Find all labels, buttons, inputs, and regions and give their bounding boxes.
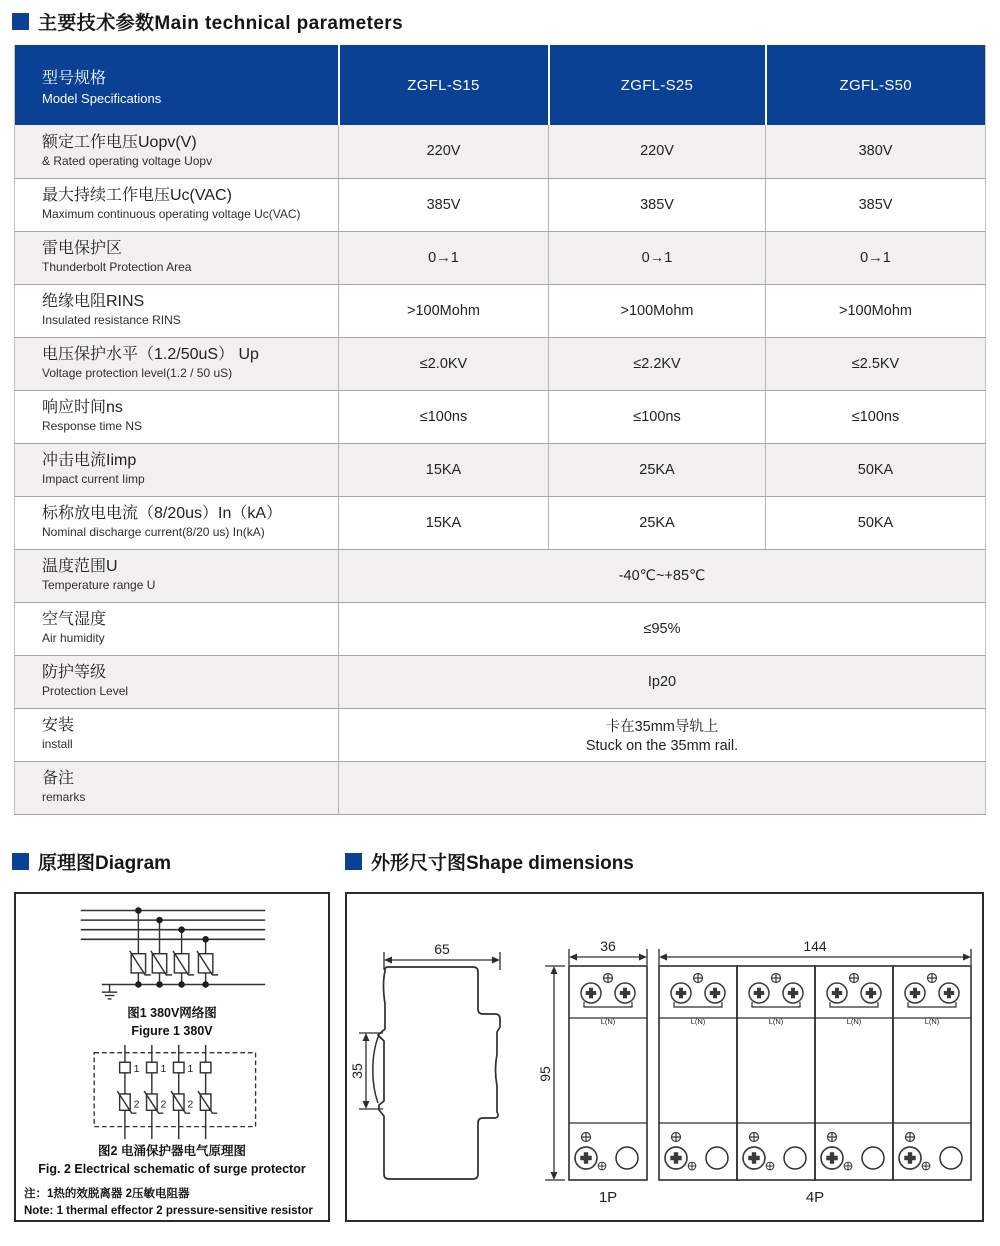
- value-cell-span: ≤95%: [339, 602, 986, 655]
- value-cell: 0→1: [549, 231, 766, 284]
- value-cell: 25KA: [549, 443, 766, 496]
- value-cell: 0→1: [766, 231, 986, 284]
- fig-note-en: Note: 1 thermal effector 2 pressure-sensitive resistor: [24, 1204, 313, 1217]
- fig1-schematic: [19, 898, 325, 1006]
- spec-row-voltage-protection-level: [15, 337, 986, 390]
- fig2-caption-en: Fig. 2 Electrical schematic of surge protector: [38, 1161, 306, 1176]
- spec-row-nominal-discharge: [15, 496, 986, 549]
- header-model-zh: 型号规格: [42, 69, 107, 87]
- value-cell: 50KA: [766, 443, 986, 496]
- module-4p: [659, 966, 971, 1180]
- header-cell-zgfl-s50: ZGFL-S50: [766, 45, 986, 125]
- value-cell: 380V: [766, 125, 986, 178]
- value-cell-span: [339, 761, 986, 814]
- fig1-caption: [127, 1005, 217, 1040]
- svg-text:2: 2: [160, 1098, 167, 1111]
- value-cell: ≤100ns: [339, 390, 549, 443]
- value-cell: ≤2.2KV: [549, 337, 766, 390]
- spec-row-response-time: [15, 390, 986, 443]
- spec-table: [14, 45, 986, 815]
- svg-text:1: 1: [187, 1062, 194, 1075]
- value-cell: 0→1: [339, 231, 549, 284]
- din-rail-clip: [373, 1036, 379, 1103]
- fig2-schematic: [19, 1044, 325, 1140]
- spec-row-temperature-range: [15, 549, 986, 602]
- terminal-label: L(N): [924, 1016, 940, 1026]
- spec-row-max-voltage: [15, 178, 986, 231]
- blue-square-icon: [12, 853, 29, 870]
- value-cell: >100Mohm: [339, 284, 549, 337]
- row-label: 额定工作电压Uopv(V) & Rated operating voltage Uopv: [15, 125, 339, 178]
- ground-symbol-icon: [102, 984, 117, 998]
- dim-label-35: 35: [349, 1062, 365, 1079]
- row-label: 冲击电流Iimp Impact current Iimp: [15, 443, 339, 496]
- spec-row-install: [15, 708, 986, 761]
- value-cell-span: Ip20: [339, 655, 986, 708]
- fig-note-zh: 注：1热的效脱离器 2压敏电阻器: [24, 1188, 190, 1201]
- fig1-caption-en: Figure 1 380V: [131, 1023, 213, 1038]
- value-cell: >100Mohm: [766, 284, 986, 337]
- page-title: 主要技术参数Main technical parameters: [38, 13, 404, 34]
- figures-row: [14, 892, 1000, 1222]
- profile-outline: [378, 967, 500, 1179]
- header-cell-model: [15, 45, 339, 125]
- spec-row-insulated-resistance: [15, 284, 986, 337]
- value-cell: >100Mohm: [549, 284, 766, 337]
- row-label: 响应时间ns Response time NS: [15, 390, 339, 443]
- dim-label-95: 95: [537, 1065, 553, 1082]
- row-label: 最大持续工作电压Uc(VAC) Maximum continuous operating voltage Uc(VAC): [15, 178, 339, 231]
- row-label: 标称放电电流（8/20us）In（kA） Nominal discharge current(8/20 us) In(kA): [15, 496, 339, 549]
- module-1p: [569, 966, 647, 1180]
- bus-lines: [81, 910, 265, 984]
- value-cell: 25KA: [549, 496, 766, 549]
- fig2-caption: [38, 1143, 305, 1178]
- row-label: 电压保护水平（1.2/50uS） Up Voltage protection level(1.2 / 50 uS): [15, 337, 339, 390]
- row-label: 绝缘电阻RINS Insulated resistance RINS: [15, 284, 339, 337]
- row-label: 空气湿度 Air humidity: [15, 602, 339, 655]
- spec-row-impact-current: [15, 443, 986, 496]
- shape-dimensions-drawing: [347, 894, 982, 1220]
- terminal-label: L(N): [600, 1016, 616, 1026]
- label-1p: 1P: [598, 1188, 618, 1206]
- fig2-branches: [117, 1045, 217, 1139]
- label-4p: 4P: [805, 1188, 825, 1206]
- fig-note: [16, 1178, 317, 1219]
- value-cell: 15KA: [339, 496, 549, 549]
- row-label: 温度范围U Temperature range U: [15, 549, 339, 602]
- dim-label-36: 36: [600, 937, 616, 954]
- value-cell: ≤2.0KV: [339, 337, 549, 390]
- svg-text:2: 2: [133, 1098, 140, 1111]
- row-label: 防护等级 Protection Level: [15, 655, 339, 708]
- fig1-caption-zh: 图1 380V网络图: [127, 1006, 217, 1021]
- terminal-label: L(N): [846, 1016, 862, 1026]
- value-cell: ≤100ns: [549, 390, 766, 443]
- side-profile: [373, 967, 500, 1179]
- main-title-row: [0, 0, 1000, 45]
- lower-section-titles: [0, 848, 1000, 875]
- row-label: 备注 remarks: [15, 761, 339, 814]
- value-cell: 385V: [339, 178, 549, 231]
- row-label: 安装 install: [15, 708, 339, 761]
- value-cell: 220V: [339, 125, 549, 178]
- dim-label-65: 65: [434, 940, 450, 957]
- shape-section-title: 外形尺寸图Shape dimensions: [345, 848, 634, 875]
- value-cell: 385V: [549, 178, 766, 231]
- terminal-label: L(N): [768, 1016, 784, 1026]
- value-cell: 220V: [549, 125, 766, 178]
- varistor-branches: [130, 910, 218, 984]
- value-cell-span: 卡在35mm导轨上 Stuck on the 35mm rail.: [339, 708, 986, 761]
- value-cell: 50KA: [766, 496, 986, 549]
- value-cell: ≤2.5KV: [766, 337, 986, 390]
- header-cell-zgfl-s25: ZGFL-S25: [549, 45, 766, 125]
- spec-row-remarks: [15, 761, 986, 814]
- dim-label-144: 144: [803, 937, 827, 954]
- header-model-en: Model Specifications: [42, 90, 162, 106]
- junction-dots: [135, 907, 209, 988]
- terminal-label: L(N): [690, 1016, 706, 1026]
- row-label: 雷电保护区 Thunderbolt Protection Area: [15, 231, 339, 284]
- spec-row-protection-area: [15, 231, 986, 284]
- svg-text:1: 1: [133, 1062, 140, 1075]
- svg-text:1: 1: [160, 1062, 167, 1075]
- spec-row-protection-level: [15, 655, 986, 708]
- fig2-caption-zh: 图2 电涌保护器电气原理图: [98, 1144, 246, 1159]
- header-cell-zgfl-s15: ZGFL-S15: [339, 45, 549, 125]
- blue-square-icon: [345, 853, 362, 870]
- value-cell: ≤100ns: [766, 390, 986, 443]
- value-cell-span: -40℃~+85℃: [339, 549, 986, 602]
- svg-text:2: 2: [187, 1098, 194, 1111]
- spec-row-air-humidity: [15, 602, 986, 655]
- shape-dimensions-box: [345, 892, 984, 1222]
- blue-square-icon: [12, 13, 29, 30]
- diagram-box: [14, 892, 330, 1222]
- value-cell: 15KA: [339, 443, 549, 496]
- spec-row-rated-voltage: [15, 125, 986, 178]
- table-header-row: [15, 45, 986, 125]
- value-cell: 385V: [766, 178, 986, 231]
- diagram-section-title: 原理图Diagram: [12, 848, 345, 875]
